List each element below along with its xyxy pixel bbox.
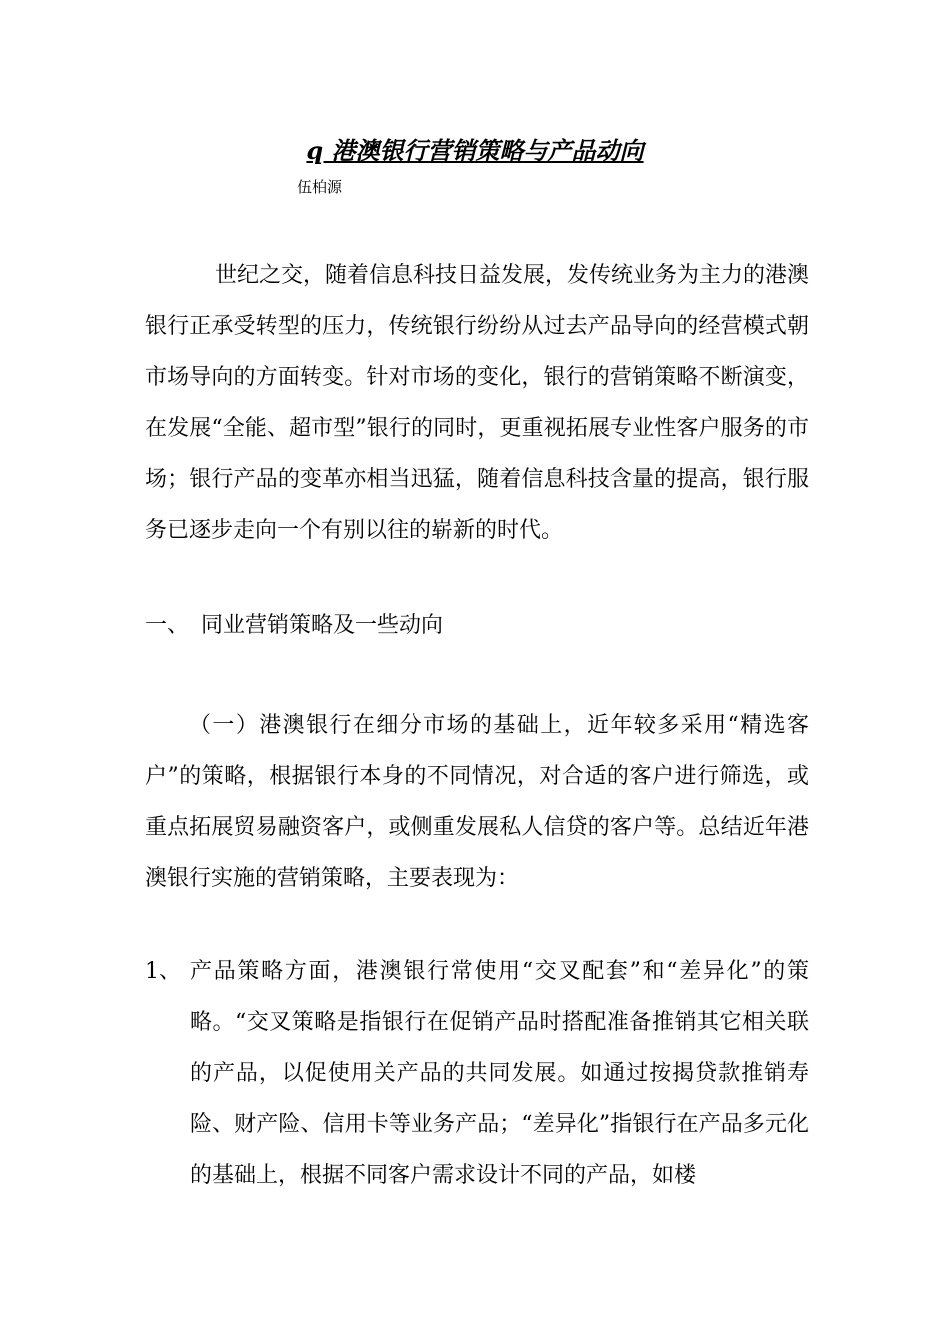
section-paragraph: （一）港澳银行在细分市场的基础上，近年较多采用“精选客户”的策略，根据银行本身的不同情况，对合适的客户进行筛选，或重点拓展贸易融资客户，或侧重发展私人信贷的客户等。总结近年港澳银行实施的营销策略，主要表现为： xyxy=(145,713,809,891)
section-title: 同业营销策略及一些动向 xyxy=(201,613,444,638)
section-heading xyxy=(145,600,443,651)
list-item-number: 1、 xyxy=(145,959,181,984)
document-author: 伍柏源 xyxy=(297,178,343,196)
list-item xyxy=(145,946,809,1201)
document-title: q 港澳银行营销策略与产品动向 xyxy=(306,136,644,165)
section-number: 一、 xyxy=(145,613,190,638)
intro-paragraph: 世纪之交，随着信息科技日益发展，发传统业务为主力的港澳银行正承受转型的压力，传统银行纷纷从过去产品导向的经营模式朝市场导向的方面转变。针对市场的变化，银行的营销策略不断演变，在发展“全能、超市型”银行的同时，更重视拓展专业性客户服务的市场；银行产品的变革亦相当迅猛，随着信息科技含量的提高，银行服务已逐步走向一个有别以往的崭新的时代。 xyxy=(145,263,810,543)
list-item-text: 产品策略方面，港澳银行常使用“交叉配套”和“差异化”的策略。“交叉策略是指银行在促销产品时搭配准备推销其它相关联的产品，以促使用关产品的共同发展。如通过按揭贷款推销寿险、财产险、信用卡等业务产品；“差异化”指银行在产品多元化的基础上，根据不同客户需求设计不同的产品，如楼 xyxy=(190,959,809,1188)
